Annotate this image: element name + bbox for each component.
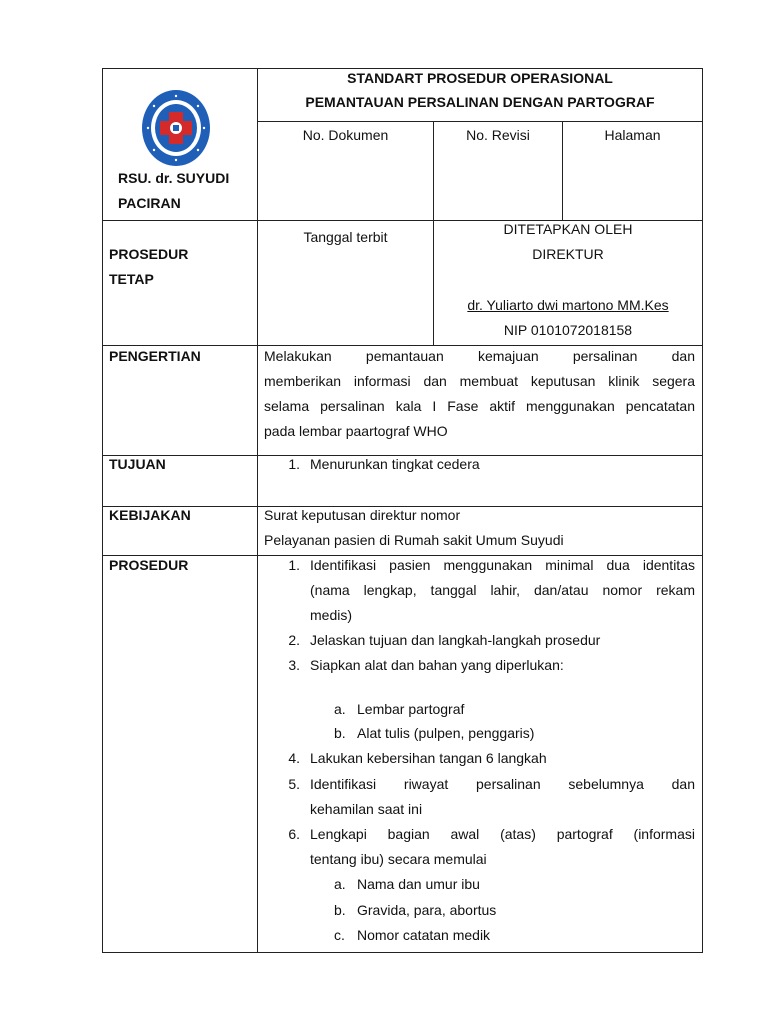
no-dokumen-label: No. Dokumen	[302, 127, 389, 143]
step-6-line1: Lengkapi bagian awal (atas) partograf (informasi	[310, 826, 695, 842]
pengertian-line1: Melakukan pemantauan kemajuan persalinan dan	[264, 348, 695, 364]
kebijakan-line2: Pelayanan pasien di Rumah sakit Umum Suyudi	[264, 532, 564, 548]
step-4-text: Lakukan kebersihan tangan 6 langkah	[310, 750, 547, 766]
step-5-line2: kehamilan saat ini	[310, 801, 423, 817]
step-3a-letter: a.	[334, 701, 346, 717]
pengertian-line4: pada lembar paartograf WHO	[264, 423, 448, 439]
tujuan-item-text: Menurunkan tingkat cedera	[310, 456, 480, 472]
step-3b-text: Alat tulis (pulpen, penggaris)	[357, 725, 535, 741]
step-3a-text: Lembar partograf	[357, 701, 465, 717]
step-6c-letter: c.	[334, 927, 345, 943]
document-title-line1: STANDART PROSEDUR OPERASIONAL	[347, 70, 613, 86]
table-column-divider	[257, 68, 258, 953]
step-6c-text: Nomor catatan medik	[357, 927, 491, 943]
halaman-label: Halaman	[604, 127, 661, 143]
step-5-number: 5.	[288, 776, 300, 792]
step-5-line1: Identifikasi riwayat persalinan sebelumnya dan	[310, 776, 695, 792]
prosedur-tetap-line2: TETAP	[109, 271, 154, 287]
ditetapkan-line1: DITETAPKAN OLEH	[503, 221, 633, 237]
pengertian-line3: selama persalinan kala I Fase aktif menggunakan pencatatan	[264, 398, 695, 414]
step-3b-letter: b.	[334, 725, 346, 741]
step-2-text: Jelaskan tujuan dan langkah-langkah prosedur	[310, 632, 601, 648]
step-1-line2: (nama lengkap, tanggal lahir, dan/atau nomor rekam	[310, 582, 695, 598]
kebijakan-line1: Surat keputusan direktur nomor	[264, 507, 461, 523]
table-border-left	[102, 68, 103, 953]
step-1-line3: medis)	[310, 607, 353, 623]
tanggal-terbit-label: Tanggal terbit	[303, 229, 388, 245]
kebijakan-label: KEBIJAKAN	[109, 507, 191, 523]
step-6a-letter: a.	[334, 876, 346, 892]
hospital-name-line2: PACIRAN	[118, 195, 181, 211]
hospital-logo	[140, 88, 212, 168]
signatory-name: dr. Yuliarto dwi martono MM.Kes	[467, 297, 669, 313]
step-6b-text: Gravida, para, abortus	[357, 902, 497, 918]
step-3-text: Siapkan alat dan bahan yang diperlukan:	[310, 657, 564, 673]
document-title-line2: PEMANTAUAN PERSALINAN DENGAN PARTOGRAF	[305, 94, 655, 110]
no-revisi-label: No. Revisi	[466, 127, 530, 143]
prosedur-tetap-line1: PROSEDUR	[109, 246, 189, 262]
prosedur-label: PROSEDUR	[109, 557, 189, 573]
step-6-number: 6.	[288, 826, 300, 842]
pengertian-line2: memberikan informasi dan membuat keputusan klinik segera	[264, 373, 695, 389]
step-2-number: 2.	[288, 632, 300, 648]
pengertian-label: PENGERTIAN	[109, 348, 201, 364]
tujuan-item-number: 1.	[288, 456, 300, 472]
step-4-number: 4.	[288, 750, 300, 766]
step-1-line1: Identifikasi pasien menggunakan minimal dua identitas	[310, 557, 695, 573]
step-6a-text: Nama dan umur ibu	[357, 876, 480, 892]
table-border-right	[702, 68, 703, 953]
header-divider-title	[257, 121, 703, 122]
step-3-number: 3.	[288, 657, 300, 673]
table-border-bottom	[102, 952, 703, 953]
tujuan-label: TUJUAN	[109, 456, 166, 472]
ditetapkan-line2: DIREKTUR	[532, 246, 604, 262]
step-6-line2: tentang ibu) secara memulai	[310, 851, 487, 867]
step-1-number: 1.	[288, 557, 300, 573]
step-6b-letter: b.	[334, 902, 346, 918]
hospital-name-line1: RSU. dr. SUYUDI	[118, 170, 230, 186]
signatory-nip: NIP 0101072018158	[503, 322, 633, 338]
